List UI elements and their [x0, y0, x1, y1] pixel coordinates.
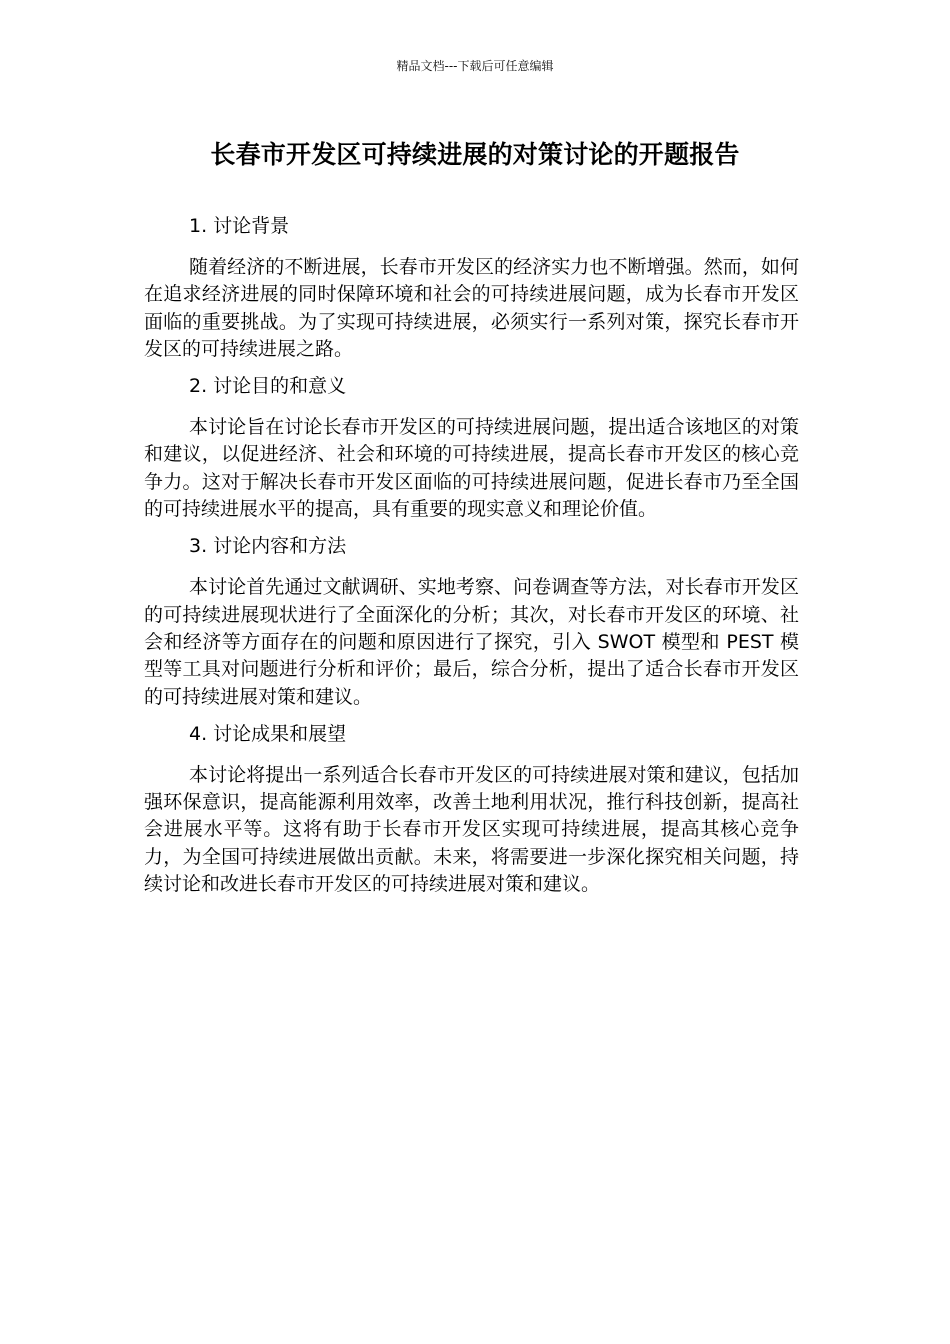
- page-header: 精品文档---下载后可任意编辑: [396, 59, 554, 73]
- section-heading: 2. 讨论目的和意义: [189, 375, 347, 398]
- section-paragraph: 随着经济的不断进展，长春市开发区的经济实力也不断增强。然而，如何在追求经济进展的同时保障环境和社会的可持续进展问题，成为长春市开发区面临的重要挑战。为了实现可持续进展，必须实行一系列对策，探究长春市开发区的可持续进展之路。: [144, 256, 799, 360]
- document-title: 长春市开发区可持续进展的对策讨论的开题报告: [210, 140, 740, 169]
- section-heading: 3. 讨论内容和方法: [189, 535, 347, 558]
- section-heading: 1. 讨论背景: [189, 215, 290, 237]
- section-paragraph: 本讨论旨在讨论长春市开发区的可持续进展问题，提出适合该地区的对策和建议，以促进经济、社会和环境的可持续进展，提高长春市开发区的核心竞争力。这对于解决长春市开发区面临的可持续进展问题，促进长春市乃至全国的可持续进展水平的提高，具有重要的现实意义和理论价值。: [144, 416, 799, 521]
- section-heading: 4. 讨论成果和展望: [189, 722, 347, 745]
- section-content-methods: [144, 533, 799, 710]
- section-results-outlook: [144, 721, 799, 898]
- section-paragraph: 本讨论将提出一系列适合长春市开发区的可持续进展对策和建议，包括加强环保意识，提高能源利用效率，改善土地利用状况，推行科技创新，提高社会进展水平等。这将有助于长春市开发区实现可持续进展，提高其核心竞争力，为全国可持续进展做出贡献。未来，将需要进一步深化探究相关问题，持续讨论和改进长春市开发区的可持续进展对策和建议。: [144, 763, 799, 896]
- section-paragraph: 本讨论首先通过文献调研、实地考察、问卷调查等方法，对长春市开发区的可持续进展现状进行了全面深化的分析；其次，对长春市开发区的环境、社会和经济等方面存在的问题和原因进行了探究，引入 SWOT 模型和 PEST 模型等工具对问题进行分析和评价；最后，综合分析，提出了适合长春市开发区的可持续进展对策和建议。: [144, 576, 799, 708]
- document-body: [144, 213, 799, 908]
- section-purpose: [144, 373, 799, 523]
- section-background: [144, 213, 799, 363]
